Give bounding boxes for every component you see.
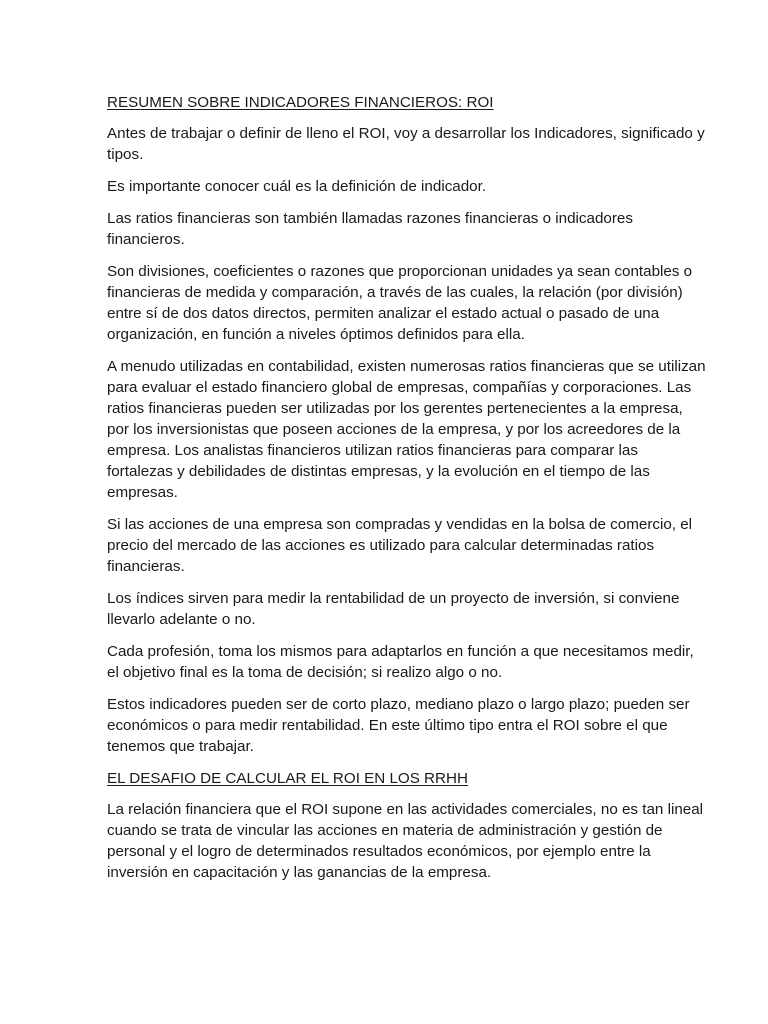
paragraph-5: A menudo utilizadas en contabilidad, existen numerosas ratios financieras que se utilizan para evaluar el estado financiero global de empresas, compañías y corporaciones. Las ratios financieras pueden ser utilizadas por los gerentes pertenecientes a la empresa, por los inversionistas que poseen acciones de la empresa, y por los acreedores de la empresa. Los analistas financieros utilizan ratios financieras para comparar las fortalezas y debilidades de distintas empresas, y la evolución en el tiempo de las empresas. [107,358,706,501]
paragraph-8: Cada profesión, toma los mismos para adaptarlos en función a que necesitamos medir, el objetivo final es la toma de decisión; si realizo algo o no. [107,643,694,681]
paragraph-3: Las ratios financieras son también llamadas razones financieras o indicadores financieros. [107,210,633,248]
section-title-desafio: EL DESAFIO DE CALCULAR EL ROI EN LOS RRHH [107,770,468,787]
paragraph-7: Los índices sirven para medir la rentabilidad de un proyecto de inversión, si conviene llevarlo adelante o no. [107,590,680,628]
paragraph-2: Es importante conocer cuál es la definición de indicador. [107,178,487,195]
paragraph-6: Si las acciones de una empresa son compradas y vendidas en la bolsa de comercio, el precio del mercado de las acciones es utilizado para calcular determinadas ratios financieras. [107,516,693,575]
paragraph-9: Estos indicadores pueden ser de corto plazo, mediano plazo o largo plazo; pueden ser económicos o para medir rentabilidad. En este último tipo entra el ROI sobre el que tenemos que trabajar. [107,696,690,755]
paragraph-4: Son divisiones, coeficientes o razones que proporcionan unidades ya sean contables o financieras de medida y comparación, a través de las cuales, la relación (por división) entre sí de dos datos directos, permiten analizar el estado actual o pasado de una organización, en función a niveles óptimos definidos para ella. [107,263,693,343]
paragraph-1: Antes de trabajar o definir de lleno el ROI, voy a desarrollar los Indicadores, significado y tipos. [107,125,705,163]
document-title: RESUMEN SOBRE INDICADORES FINANCIEROS: ROI [107,94,494,111]
section-2-paragraph-1: La relación financiera que el ROI supone en las actividades comerciales, no es tan lineal cuando se trata de vincular las acciones en materia de administración y gestión de personal y el logro de determinados resultados económicos, por ejemplo entre la inversión en capacitación y las ganancias de la empresa. [107,801,704,881]
